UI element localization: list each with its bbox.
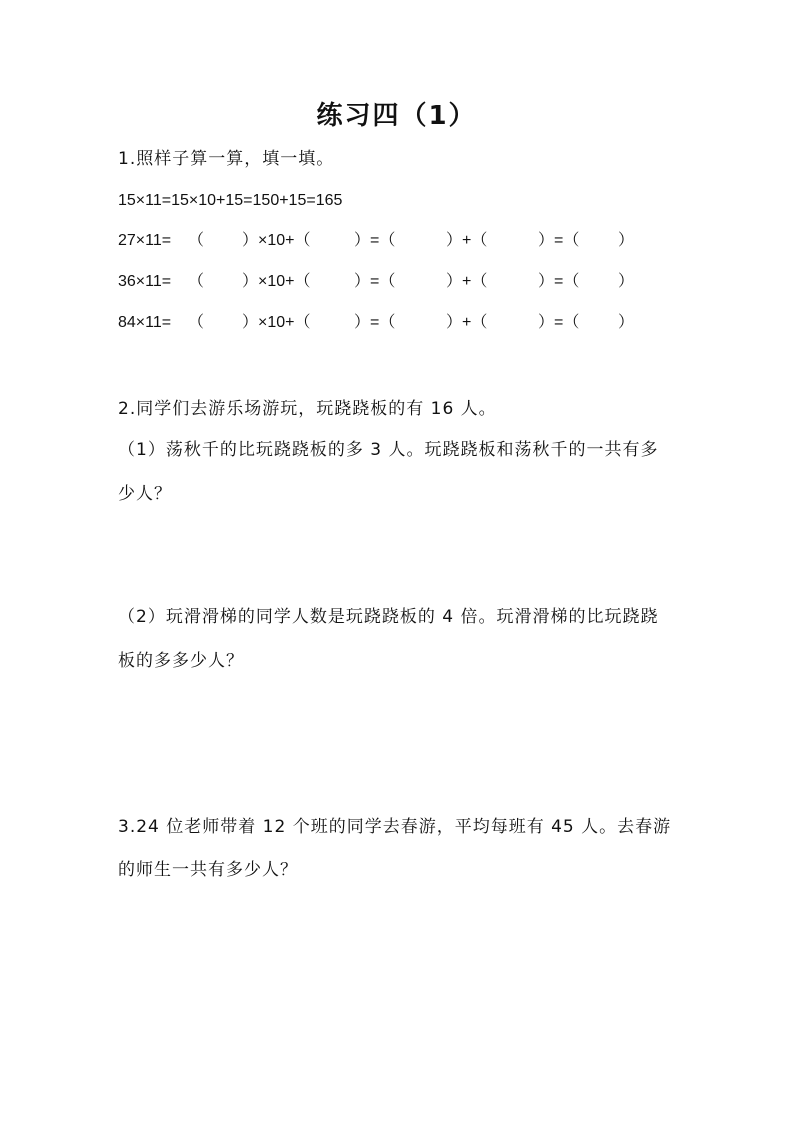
blank-segment: ）=（ <box>354 314 396 331</box>
q3-line2: 的师生一共有多少人？ <box>118 860 298 880</box>
q2-sub1-line2: 少人？ <box>118 484 172 504</box>
blank-segment: ）=（ <box>354 273 396 290</box>
q3-line1: 3.24 位老师带着 12 个班的同学去春游，平均每班有 45 人。去春游 <box>118 817 672 837</box>
blank-segment: ）×10+（ <box>242 314 311 331</box>
q2-sub2-line1: （2）玩滑滑梯的同学人数是玩跷跷板的 4 倍。玩滑滑梯的比玩跷跷 <box>118 607 659 627</box>
blank-close: ） <box>618 232 635 249</box>
blank-segment: ）×10+（ <box>242 273 311 290</box>
blank-close: ） <box>618 273 635 290</box>
blank-close: ） <box>618 314 635 331</box>
equation-lead: 84×11= <box>118 314 172 331</box>
page-title: 练习四（1） <box>316 101 477 131</box>
blank-segment: ）+（ <box>446 232 488 249</box>
blank-segment: ）+（ <box>446 273 488 290</box>
q1-example: 15×11=15×10+15=150+15=165 <box>118 192 343 209</box>
q1-prompt: 1.照样子算一算，填一填。 <box>118 149 335 169</box>
blank-open: （ <box>188 273 205 290</box>
blank-open: （ <box>188 232 205 249</box>
blank-segment: ）×10+（ <box>242 232 311 249</box>
q2-intro: 2.同学们去游乐场游玩，玩跷跷板的有 16 人。 <box>118 399 497 419</box>
equation-lead: 36×11= <box>118 273 172 290</box>
q2-sub1-line1: （1）荡秋千的比玩跷跷板的多 3 人。玩跷跷板和荡秋千的一共有多 <box>118 440 659 460</box>
blank-segment: ）=（ <box>538 273 580 290</box>
blank-segment: ）=（ <box>538 232 580 249</box>
blank-segment: ）+（ <box>446 314 488 331</box>
blank-open: （ <box>188 314 205 331</box>
q2-sub2-line2: 板的多多少人？ <box>118 651 244 671</box>
equation-lead: 27×11= <box>118 232 172 249</box>
blank-segment: ）=（ <box>538 314 580 331</box>
blank-segment: ）=（ <box>354 232 396 249</box>
